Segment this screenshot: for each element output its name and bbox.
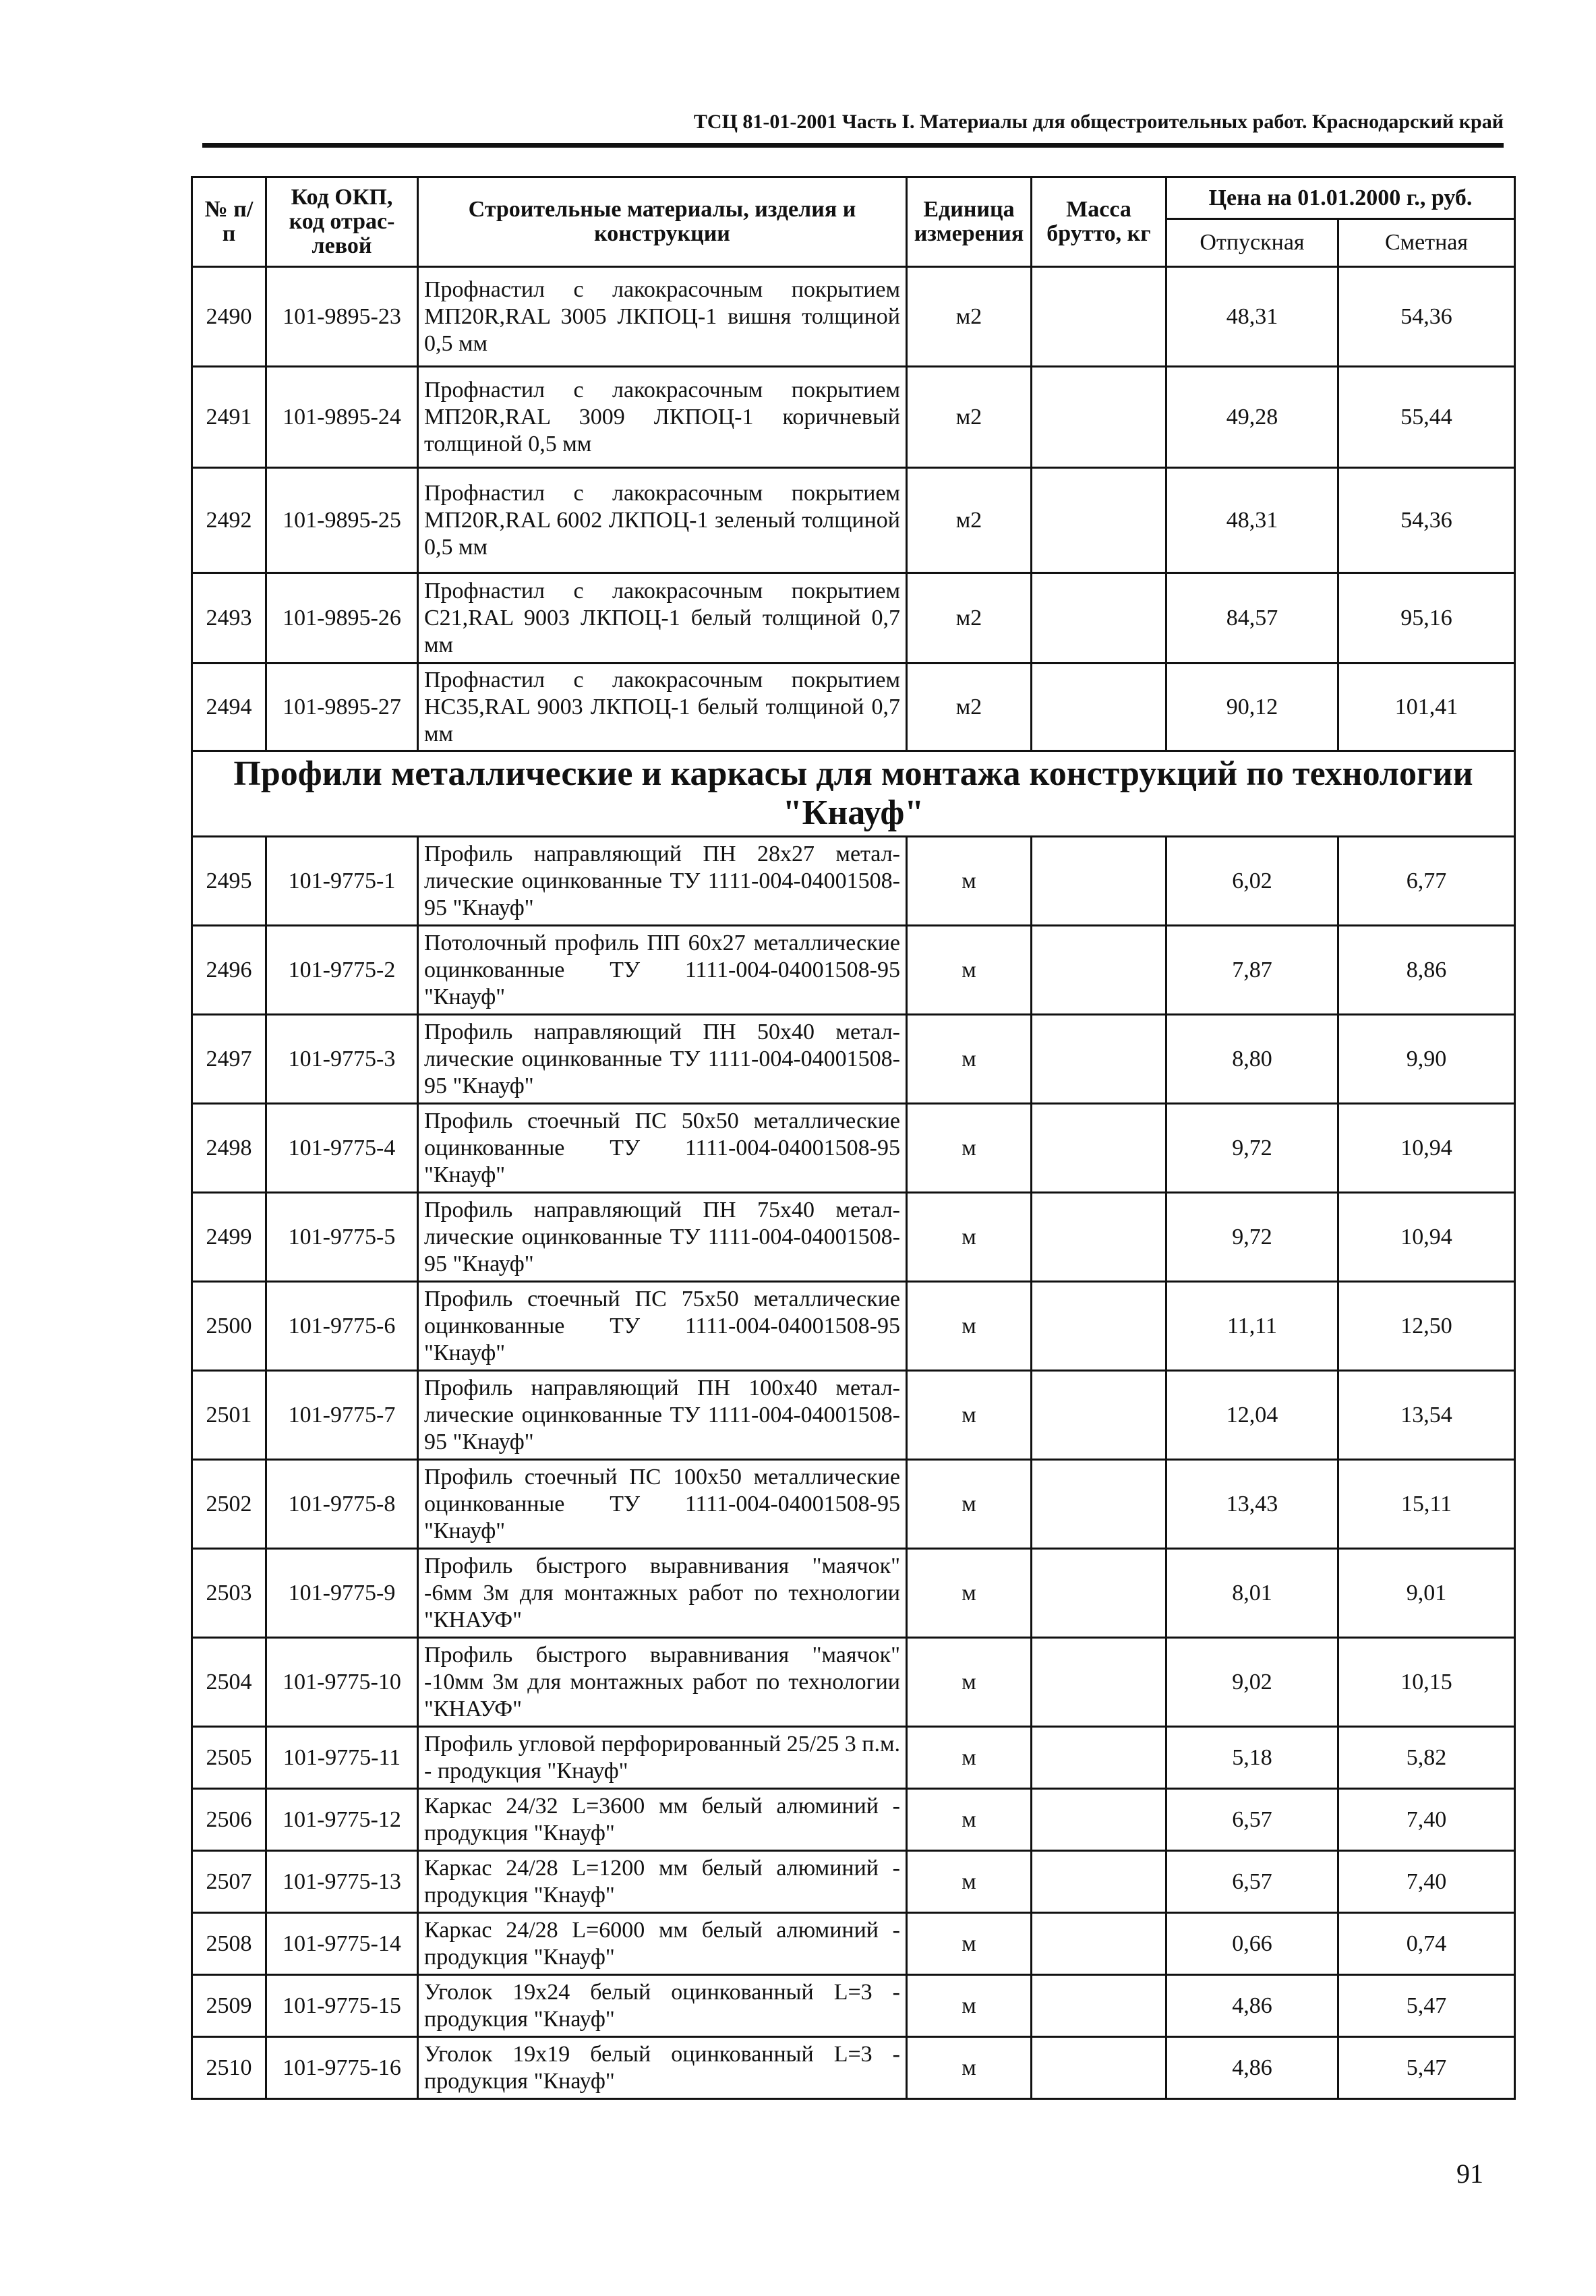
gross-mass (1032, 1282, 1166, 1371)
unit-of-measure: м (907, 1193, 1032, 1282)
price-release: 6,57 (1166, 1789, 1338, 1851)
okp-code: 101-9775-11 (266, 1727, 418, 1789)
gross-mass (1032, 1193, 1166, 1282)
price-estimate: 54,36 (1338, 468, 1515, 573)
material-description: Профиль стоечный ПС 100х50 металлические оцинкованные ТУ 1111-004-04001508-95 "Кнауф" (418, 1460, 907, 1549)
material-description: Профнастил с лакокрасочным покрытием МП20R,RAL 3005 ЛКПОЦ-1 вишня толщиной 0,5 мм (418, 267, 907, 367)
row-number: 2510 (192, 2037, 266, 2099)
price-estimate: 10,94 (1338, 1193, 1515, 1282)
material-description: Каркас 24/28 L=1200 мм белый алюминий - продукция "Кнауф" (418, 1851, 907, 1913)
col-header-mass: Масса брутто, кг (1032, 177, 1166, 267)
table-row (192, 267, 1515, 367)
running-header: ТСЦ 81-01-2001 Часть I. Материалы для общестроительных работ. Краснодарский край (693, 111, 1504, 133)
row-number: 2502 (192, 1460, 266, 1549)
row-number: 2500 (192, 1282, 266, 1371)
unit-of-measure: м (907, 1371, 1032, 1460)
col-header-material: Строительные материалы, изделия и конструкции (418, 177, 907, 267)
table-row (192, 926, 1515, 1015)
gross-mass (1032, 664, 1166, 751)
price-release: 6,02 (1166, 837, 1338, 926)
unit-of-measure: м (907, 1282, 1032, 1371)
unit-of-measure: м (907, 1789, 1032, 1851)
row-number: 2495 (192, 837, 266, 926)
material-description: Уголок 19х24 белый оцинкованный L=3 - продукция "Кнауф" (418, 1975, 907, 2037)
col-header-price: Цена на 01.01.2000 г., руб. (1166, 177, 1515, 219)
section-title: Профили металлические и каркасы для монтажа конструкций по технологии "Кнауф" (192, 751, 1515, 837)
col-header-num: № п/п (192, 177, 266, 267)
table-row (192, 1851, 1515, 1913)
material-description: Профиль стоечный ПС 50х50 металлические оцинкованные ТУ 1111-004-04001508-95 "Кнауф" (418, 1104, 907, 1193)
unit-of-measure: м (907, 1460, 1032, 1549)
price-estimate: 7,40 (1338, 1789, 1515, 1851)
price-estimate: 9,90 (1338, 1015, 1515, 1104)
row-number: 2496 (192, 926, 266, 1015)
price-estimate: 6,77 (1338, 837, 1515, 926)
row-number: 2490 (192, 267, 266, 367)
price-release: 4,86 (1166, 1975, 1338, 2037)
table-row (192, 2037, 1515, 2099)
gross-mass (1032, 2037, 1166, 2099)
okp-code: 101-9775-12 (266, 1789, 418, 1851)
okp-code: 101-9775-14 (266, 1913, 418, 1975)
gross-mass (1032, 1851, 1166, 1913)
unit-of-measure: м (907, 1104, 1032, 1193)
material-description: Профнастил с лакокрасочным покрытием НС35,RAL 9003 ЛКПОЦ-1 белый толщиной 0,7 мм (418, 664, 907, 751)
material-description: Профнастил с лакокрасочным покрытием С21,RAL 9003 ЛКПОЦ-1 белый толщиной 0,7 мм (418, 573, 907, 664)
row-number: 2507 (192, 1851, 266, 1913)
material-description: Профиль быстрого выравнивания "маячок" -10мм 3м для монтажных работ по технологии "КНАУФ" (418, 1638, 907, 1727)
table-row (192, 664, 1515, 751)
material-description: Каркас 24/32 L=3600 мм белый алюминий - продукция "Кнауф" (418, 1789, 907, 1851)
price-estimate: 5,47 (1338, 1975, 1515, 2037)
okp-code: 101-9775-13 (266, 1851, 418, 1913)
price-estimate: 95,16 (1338, 573, 1515, 664)
unit-of-measure: м2 (907, 664, 1032, 751)
material-description: Профиль быстрого выравнивания "маячок" -6мм 3м для монтажных работ по технологии "КНАУФ" (418, 1549, 907, 1638)
okp-code: 101-9775-16 (266, 2037, 418, 2099)
gross-mass (1032, 1975, 1166, 2037)
page-number: 91 (1456, 2158, 1483, 2189)
material-description: Профиль направляющий ПН 100х40 металлические оцинкованные ТУ 1111-004-04001508-95 "Кнауф" (418, 1371, 907, 1460)
unit-of-measure: м (907, 1913, 1032, 1975)
gross-mass (1032, 573, 1166, 664)
row-number: 2503 (192, 1549, 266, 1638)
price-estimate: 54,36 (1338, 267, 1515, 367)
price-release: 11,11 (1166, 1282, 1338, 1371)
price-estimate: 5,82 (1338, 1727, 1515, 1789)
price-estimate: 12,50 (1338, 1282, 1515, 1371)
price-estimate: 9,01 (1338, 1549, 1515, 1638)
okp-code: 101-9895-27 (266, 664, 418, 751)
price-release: 4,86 (1166, 2037, 1338, 2099)
material-description: Профнастил с лакокрасочным покрытием МП20R,RAL 3009 ЛКПОЦ-1 коричневый толщиной 0,5 мм (418, 367, 907, 468)
row-number: 2493 (192, 573, 266, 664)
price-release: 48,31 (1166, 468, 1338, 573)
unit-of-measure: м (907, 926, 1032, 1015)
unit-of-measure: м (907, 1851, 1032, 1913)
material-description: Уголок 19х19 белый оцинкованный L=3 - продукция "Кнауф" (418, 2037, 907, 2099)
okp-code: 101-9895-24 (266, 367, 418, 468)
table-row (192, 1913, 1515, 1975)
gross-mass (1032, 1727, 1166, 1789)
col-header-price-release: Отпускная (1166, 219, 1338, 267)
unit-of-measure: м (907, 2037, 1032, 2099)
price-release: 84,57 (1166, 573, 1338, 664)
col-header-price-estimate: Сметная (1338, 219, 1515, 267)
gross-mass (1032, 837, 1166, 926)
gross-mass (1032, 1913, 1166, 1975)
okp-code: 101-9775-6 (266, 1282, 418, 1371)
gross-mass (1032, 468, 1166, 573)
table-row (192, 1193, 1515, 1282)
row-number: 2494 (192, 664, 266, 751)
table-row (192, 1460, 1515, 1549)
table-row (192, 837, 1515, 926)
table-row (192, 1282, 1515, 1371)
row-number: 2492 (192, 468, 266, 573)
price-estimate: 5,47 (1338, 2037, 1515, 2099)
material-description: Профиль направляющий ПН 50х40 металлические оцинкованные ТУ 1111-004-04001508-95 "Кнауф" (418, 1015, 907, 1104)
price-estimate: 8,86 (1338, 926, 1515, 1015)
table-row (192, 1789, 1515, 1851)
header-rule (202, 143, 1504, 148)
okp-code: 101-9895-25 (266, 468, 418, 573)
row-number: 2501 (192, 1371, 266, 1460)
price-release: 9,72 (1166, 1193, 1338, 1282)
price-estimate: 55,44 (1338, 367, 1515, 468)
price-release: 6,57 (1166, 1851, 1338, 1913)
price-release: 90,12 (1166, 664, 1338, 751)
row-number: 2504 (192, 1638, 266, 1727)
okp-code: 101-9895-26 (266, 573, 418, 664)
gross-mass (1032, 1549, 1166, 1638)
row-number: 2497 (192, 1015, 266, 1104)
price-release: 7,87 (1166, 926, 1338, 1015)
gross-mass (1032, 1015, 1166, 1104)
table-row (192, 1104, 1515, 1193)
price-release: 9,02 (1166, 1638, 1338, 1727)
gross-mass (1032, 1104, 1166, 1193)
table-row (192, 573, 1515, 664)
material-description: Профиль угловой перфорированный 25/25 3 п.м. - продукция "Кнауф" (418, 1727, 907, 1789)
gross-mass (1032, 1460, 1166, 1549)
unit-of-measure: м2 (907, 367, 1032, 468)
table-row (192, 1015, 1515, 1104)
unit-of-measure: м (907, 1549, 1032, 1638)
material-description: Профнастил с лакокрасочным покрытием МП20R,RAL 6002 ЛКПОЦ-1 зеленый толщиной 0,5 мм (418, 468, 907, 573)
price-estimate: 15,11 (1338, 1460, 1515, 1549)
okp-code: 101-9775-9 (266, 1549, 418, 1638)
header-row (192, 177, 1515, 219)
okp-code: 101-9895-23 (266, 267, 418, 367)
row-number: 2498 (192, 1104, 266, 1193)
table-row (192, 1371, 1515, 1460)
price-release: 9,72 (1166, 1104, 1338, 1193)
okp-code: 101-9775-15 (266, 1975, 418, 2037)
price-release: 5,18 (1166, 1727, 1338, 1789)
unit-of-measure: м2 (907, 468, 1032, 573)
row-number: 2508 (192, 1913, 266, 1975)
table-row (192, 1549, 1515, 1638)
price-release: 8,80 (1166, 1015, 1338, 1104)
table-body-top (192, 267, 1515, 751)
price-release: 8,01 (1166, 1549, 1338, 1638)
unit-of-measure: м (907, 837, 1032, 926)
table-body-bottom (192, 837, 1515, 2099)
gross-mass (1032, 267, 1166, 367)
price-release: 12,04 (1166, 1371, 1338, 1460)
table-row (192, 468, 1515, 573)
col-header-unit: Единица измерения (907, 177, 1032, 267)
unit-of-measure: м2 (907, 267, 1032, 367)
table-row (192, 1975, 1515, 2037)
okp-code: 101-9775-7 (266, 1371, 418, 1460)
price-estimate: 10,15 (1338, 1638, 1515, 1727)
price-estimate: 101,41 (1338, 664, 1515, 751)
material-description: Профиль стоечный ПС 75х50 металлические оцинкованные ТУ 1111-004-04001508-95 "Кнауф" (418, 1282, 907, 1371)
unit-of-measure: м (907, 1638, 1032, 1727)
table-row (192, 1638, 1515, 1727)
price-release: 13,43 (1166, 1460, 1338, 1549)
material-description: Каркас 24/28 L=6000 мм белый алюминий - продукция "Кнауф" (418, 1913, 907, 1975)
price-release: 49,28 (1166, 367, 1338, 468)
section-row (192, 751, 1515, 837)
okp-code: 101-9775-5 (266, 1193, 418, 1282)
okp-code: 101-9775-2 (266, 926, 418, 1015)
okp-code: 101-9775-1 (266, 837, 418, 926)
gross-mass (1032, 926, 1166, 1015)
row-number: 2505 (192, 1727, 266, 1789)
unit-of-measure: м (907, 1975, 1032, 2037)
table-row (192, 367, 1515, 468)
price-estimate: 7,40 (1338, 1851, 1515, 1913)
price-release: 48,31 (1166, 267, 1338, 367)
table-row (192, 1727, 1515, 1789)
material-description: Профиль направляющий ПН 28х27 металлические оцинкованные ТУ 1111-004-04001508-95 "Кнауф" (418, 837, 907, 926)
price-estimate: 0,74 (1338, 1913, 1515, 1975)
gross-mass (1032, 1789, 1166, 1851)
unit-of-measure: м (907, 1727, 1032, 1789)
row-number: 2499 (192, 1193, 266, 1282)
okp-code: 101-9775-3 (266, 1015, 418, 1104)
price-estimate: 10,94 (1338, 1104, 1515, 1193)
okp-code: 101-9775-4 (266, 1104, 418, 1193)
row-number: 2506 (192, 1789, 266, 1851)
gross-mass (1032, 1371, 1166, 1460)
okp-code: 101-9775-10 (266, 1638, 418, 1727)
unit-of-measure: м (907, 1015, 1032, 1104)
row-number: 2491 (192, 367, 266, 468)
unit-of-measure: м2 (907, 573, 1032, 664)
price-estimate: 13,54 (1338, 1371, 1515, 1460)
gross-mass (1032, 1638, 1166, 1727)
okp-code: 101-9775-8 (266, 1460, 418, 1549)
col-header-code: Код ОКП, код отраслевой (266, 177, 418, 267)
gross-mass (1032, 367, 1166, 468)
table-section (192, 751, 1515, 837)
price-table (191, 176, 1516, 2100)
material-description: Потолочный профиль ПП 60х27 металлические оцинкованные ТУ 1111-004-04001508-95 "Кнауф" (418, 926, 907, 1015)
material-description: Профиль направляющий ПН 75х40 металлические оцинкованные ТУ 1111-004-04001508-95 "Кнауф" (418, 1193, 907, 1282)
row-number: 2509 (192, 1975, 266, 2037)
price-release: 0,66 (1166, 1913, 1338, 1975)
